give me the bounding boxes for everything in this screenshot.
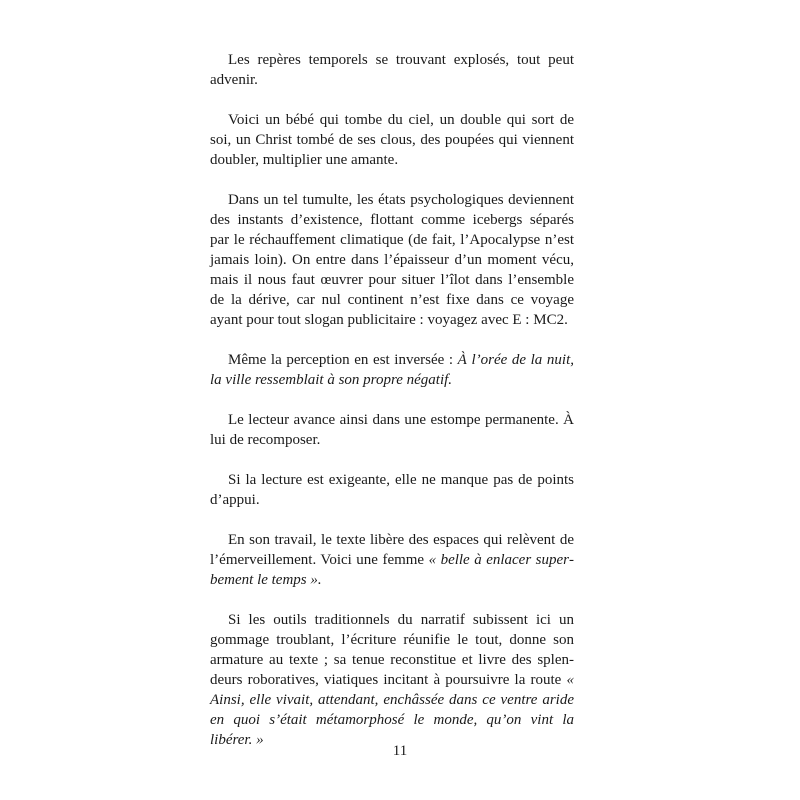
paragraph-7-quote: « belle à enlacer superbement le temps ». xyxy=(210,552,574,588)
paragraph-7 xyxy=(210,530,574,590)
page-number: 11 xyxy=(392,743,408,759)
paragraph-4-quote: À l’orée de la nuit, la ville ressemblait à son propre négatif. xyxy=(210,352,574,388)
paragraph-6 xyxy=(210,470,574,510)
paragraph-1 xyxy=(210,50,574,90)
paragraph-8-text: Si les outils traditionnels du narratif subissent ici un gommage troublant, l’écriture réunifie le tout, donne son armature au texte ; sa tenue reconstitue et livre des splendeurs roboratives, viatiques incitant à poursuivre la route xyxy=(210,612,574,688)
paragraph-8-quote: « Ainsi, elle vivait, attendant, enchâssée dans ce ventre aride en quoi s’était métamorphosé le monde, qu’on vint la libérer. » xyxy=(210,672,574,748)
paragraph-3-text: Dans un tel tumulte, les états psychologiques deviennent des instants d’existence, flottant comme icebergs séparés par le réchauffement climatique (de fait, l’Apocalypse n’est jamais loin). On entre dans l’épaisseur d’un moment vécu, mais il nous faut œuvrer pour situer l’îlot dans l’ensemble de la dérive, car nul continent n’est fixe dans ce voyage ayant pour tout slogan publicitaire : voyagez avec E : MC2. xyxy=(210,192,574,328)
paragraph-1-text: Les repères temporels se trouvant explosés, tout peut advenir. xyxy=(210,52,574,88)
paragraph-2-text: Voici un bébé qui tombe du ciel, un double qui sort de soi, un Christ tombé de ses clous, des poupées qui viennent doubler, multiplier une amante. xyxy=(210,112,574,168)
paragraph-7-text: En son travail, le texte libère des espaces qui relèvent de l’émerveillement. Voici une femme xyxy=(210,532,574,568)
paragraph-4-text: Même la perception en est inversée : xyxy=(228,352,458,368)
paragraph-5 xyxy=(210,410,574,450)
paragraph-2 xyxy=(210,110,574,170)
paragraph-4 xyxy=(210,350,574,390)
page-text-block xyxy=(210,50,574,770)
paragraph-5-text: Le lecteur avance ainsi dans une estompe permanente. À lui de recomposer. xyxy=(210,412,574,448)
paragraph-3 xyxy=(210,190,574,330)
paragraph-6-text: Si la lecture est exigeante, elle ne manque pas de points d’appui. xyxy=(210,472,574,508)
paragraph-8 xyxy=(210,610,574,750)
